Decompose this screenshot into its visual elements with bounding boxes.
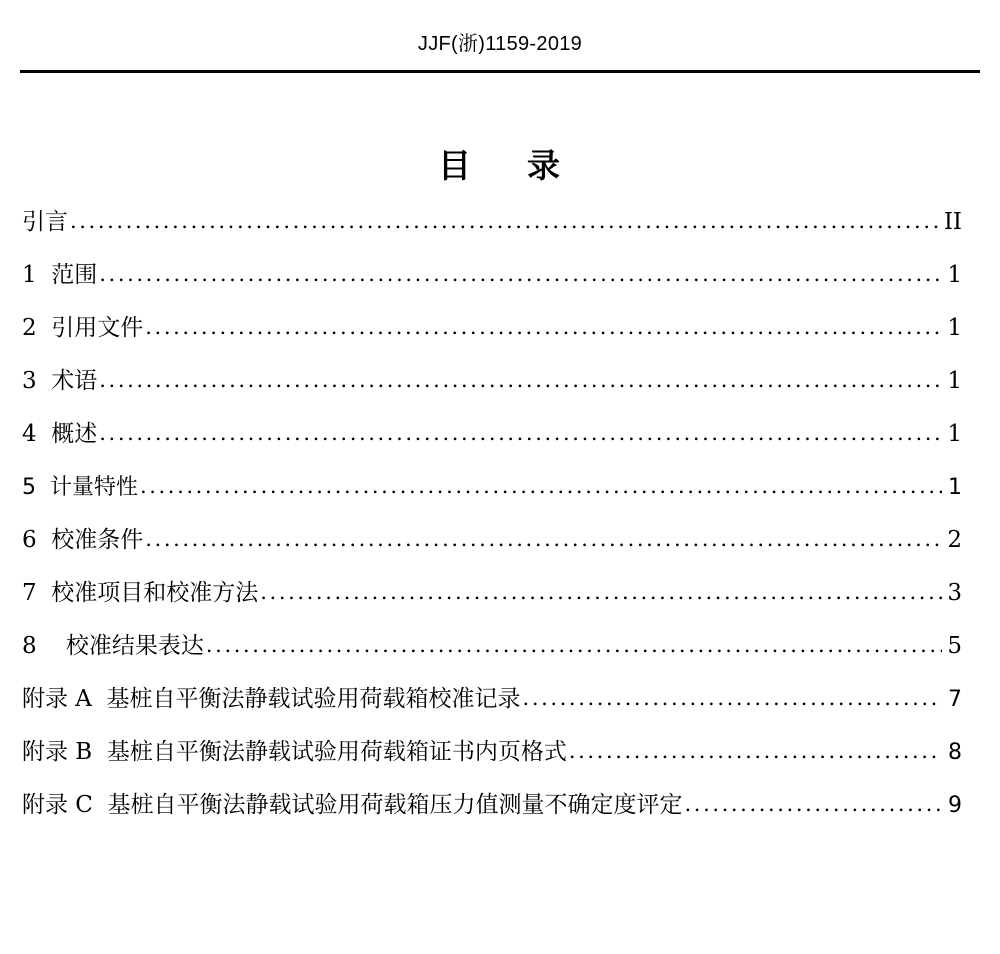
toc-entry-page-number: 3: [947, 580, 962, 606]
toc-dot-leader: [99, 354, 942, 407]
toc-entry-page-number: 9: [948, 793, 962, 818]
toc-dot-leader: [145, 513, 942, 566]
toc-entry-label: 附录 B 基桩自平衡法静载试验用荷载箱证书内页格式: [22, 739, 567, 765]
toc-entry-page-number: 8: [948, 740, 962, 765]
toc-entry-label: 8 校准结果表达: [22, 633, 204, 659]
toc-entry-label: 3 术语: [22, 368, 98, 394]
toc-entry-label: 2 引用文件: [22, 315, 144, 341]
toc-entry-page-number: 1: [947, 368, 962, 394]
toc-entry[interactable]: [22, 673, 962, 726]
toc-entry-label: 附录 C 基桩自平衡法静载试验用荷载箱压力值测量不确定度评定: [22, 792, 683, 818]
toc-entry-page-number: 5: [947, 633, 962, 659]
toc-entry-page-number: 1: [947, 421, 962, 447]
toc-entry[interactable]: [22, 302, 962, 355]
toc-dot-leader: [260, 566, 942, 619]
toc-entry-label: 6 校准条件: [22, 527, 144, 553]
toc-entry[interactable]: [22, 355, 962, 408]
toc-entry[interactable]: [22, 461, 962, 514]
toc-entry[interactable]: [22, 249, 962, 302]
toc-entry-label: 附录 A 基桩自平衡法静载试验用荷载箱校准记录: [22, 686, 521, 712]
toc-dot-leader: [99, 407, 942, 460]
toc-dot-leader: [685, 778, 942, 831]
toc-entry-page-number: II: [943, 209, 962, 235]
header-document-number: JJF(浙)1159-2019: [417, 33, 583, 55]
toc-entry-page-number: 7: [948, 687, 962, 712]
toc-dot-leader: [99, 248, 942, 301]
page-title: 目 录: [438, 146, 562, 185]
toc-entry-label: 引言: [22, 209, 68, 235]
toc-dot-leader: [140, 460, 942, 513]
header-divider-rule: [20, 70, 980, 73]
toc-entry-page-number: 1: [947, 262, 962, 288]
toc-entry-page-number: 1: [948, 475, 962, 500]
toc-entry-label: 1 范围: [22, 262, 98, 288]
toc-dot-leader: [206, 619, 942, 672]
toc-entry-label: 5 计量特性: [22, 475, 138, 500]
toc-entry[interactable]: [22, 514, 962, 567]
toc-entry-label: 7 校准项目和校准方法: [22, 580, 259, 606]
toc-entry-label: 4 概述: [22, 421, 98, 447]
toc-dot-leader: [523, 672, 942, 725]
toc-entry[interactable]: [22, 779, 962, 832]
toc-entry[interactable]: [22, 567, 962, 620]
toc-dot-leader: [70, 195, 942, 248]
toc-dot-leader: [569, 725, 942, 778]
toc-entry[interactable]: [22, 196, 962, 249]
toc-entry-page-number: 2: [947, 527, 962, 553]
toc-entry[interactable]: [22, 620, 962, 673]
table-of-contents: [22, 196, 962, 832]
toc-entry[interactable]: [22, 726, 962, 779]
page-header: [0, 0, 1000, 75]
toc-entry-page-number: 1: [947, 315, 962, 341]
toc-entry[interactable]: [22, 408, 962, 461]
toc-dot-leader: [145, 301, 942, 354]
